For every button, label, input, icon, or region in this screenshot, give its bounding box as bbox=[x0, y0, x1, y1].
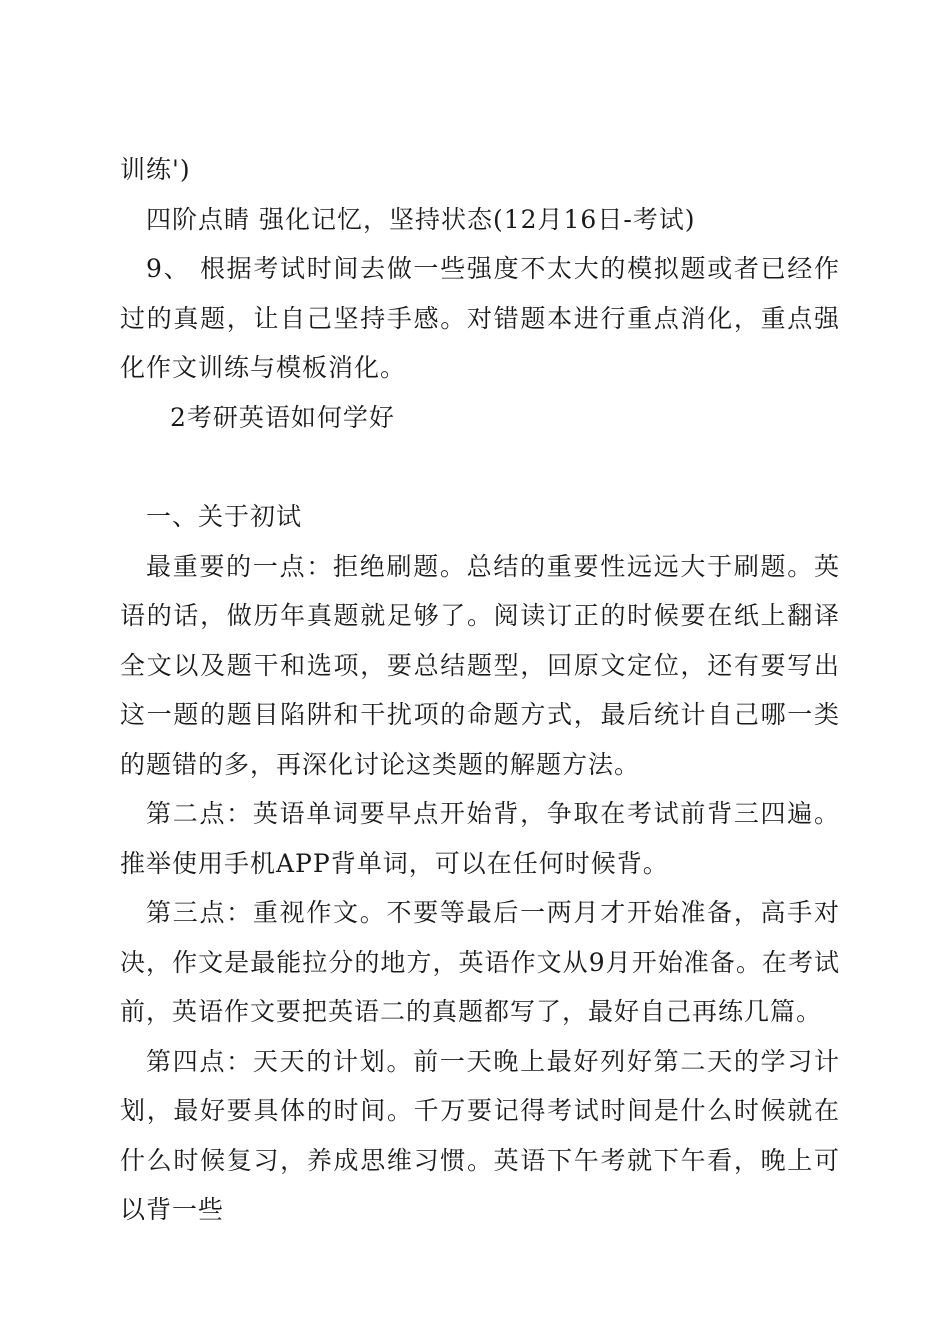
point-3-paragraph: 第三点：重视作文。不要等最后一两月才开始准备，高手对决，作文是最能拉分的地方，英语作文从9月开始准备。在考试前，英语作文要把英语二的真题都写了，最好自己再练几篇。 bbox=[120, 898, 840, 1026]
section-2-heading: 2考研英语如何学好 bbox=[170, 402, 395, 432]
stage-four-heading: 四阶点睛 强化记忆，坚持状态(12月16日-考试) bbox=[146, 204, 696, 234]
spacer bbox=[120, 442, 840, 492]
section-initial-exam-heading: 一、关于初试 bbox=[146, 502, 303, 531]
point-1-paragraph: 最重要的一点：拒绝刷题。总结的重要性远远大于刷题。英语的话，做历年真题就足够了。阅读订正的时候要在纸上翻译全文以及题干和选项，要总结题型，回原文定位，还有要写出这一题的题目陷阱和干扰项的命题方式，最后统计自己哪一类的题错的多，再深化讨论这类题的解题方法。 bbox=[120, 551, 840, 779]
document-body bbox=[120, 145, 840, 1235]
point-2-paragraph: 第二点：英语单词要早点开始背，争取在考试前背三四遍。推举使用手机APP背单词，可以在任何时候背。 bbox=[120, 799, 840, 878]
point-4-paragraph: 第四点：天天的计划。前一天晚上最好列好第二天的学习计划，最好要具体的时间。千万要记得考试时间是什么时候就在什么时候复习，养成思维习惯。英语下午考就下午看，晚上可以背一些 bbox=[120, 1046, 840, 1224]
paragraph-continuation: 训练') bbox=[120, 155, 191, 184]
item-9-paragraph: 9、 根据考试时间去做一些强度不太大的模拟题或者已经作过的真题，让自己坚持手感。对错题本进行重点消化，重点强化作文训练与模板消化。 bbox=[120, 254, 840, 382]
